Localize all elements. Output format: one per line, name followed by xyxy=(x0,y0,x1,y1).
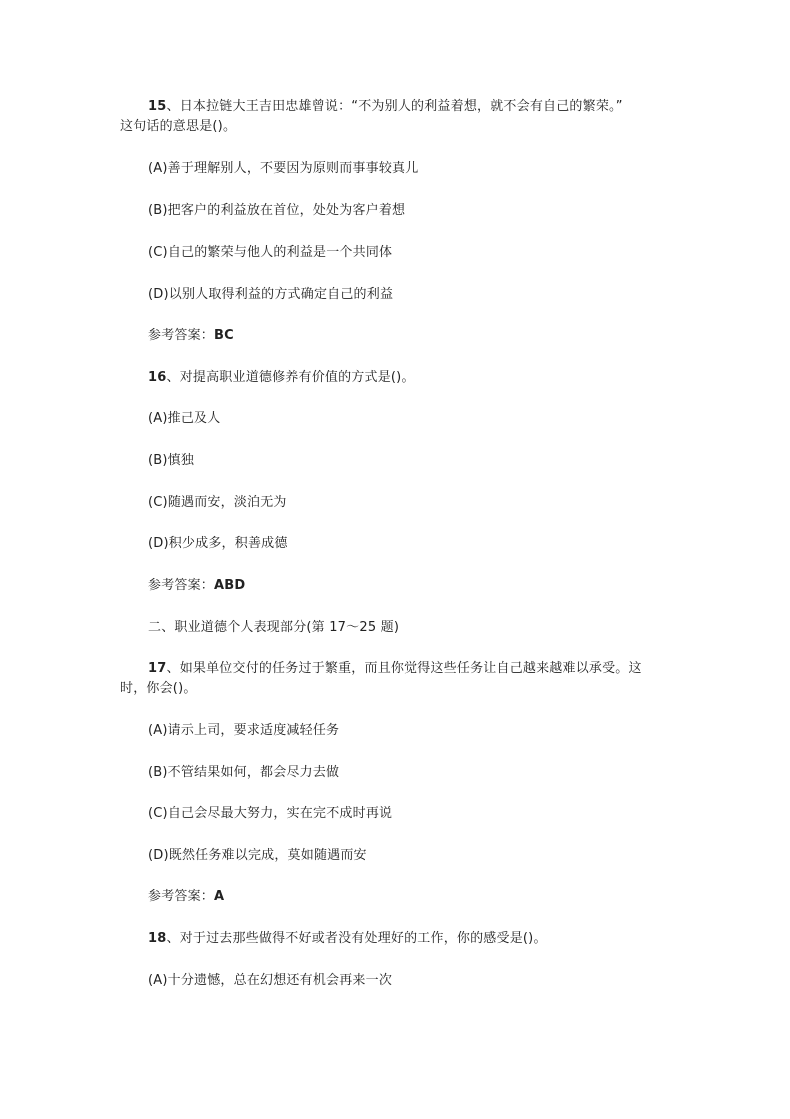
q15-option-a: (A)善于理解别人，不要因为原则而事事较真儿 xyxy=(148,161,419,176)
q15-answer xyxy=(148,327,234,345)
q16-option-a: (A)推己及人 xyxy=(148,411,221,426)
answer-value: BC xyxy=(214,328,234,343)
q17-option-b: (B)不管结果如何，都会尽力去做 xyxy=(148,765,340,780)
q16-number: 16 xyxy=(148,370,167,385)
q16-answer xyxy=(148,577,245,595)
q17-number: 17 xyxy=(148,661,167,676)
q16-option-d: (D)积少成多，积善成德 xyxy=(148,536,288,551)
q15-number: 15 xyxy=(148,99,167,114)
q15-option-c: (C)自己的繁荣与他人的利益是一个共同体 xyxy=(148,245,393,260)
answer-label: 参考答案： xyxy=(148,578,215,593)
q17-stem-line1 xyxy=(148,660,642,678)
q15-text: 、日本拉链大王吉田忠雄曾说：“不为别人的利益着想，就不会有自己的繁荣。” xyxy=(166,99,623,114)
section-heading: 二、职业道德个人表现部分(第 17～25 题) xyxy=(148,620,400,635)
q16-option-b: (B)慎独 xyxy=(148,453,195,468)
answer-label: 参考答案： xyxy=(148,328,215,343)
answer-value: ABD xyxy=(214,578,246,593)
q18-number: 18 xyxy=(148,931,167,946)
q17-option-d: (D)既然任务难以完成，莫如随遇而安 xyxy=(148,848,367,863)
q15-stem-line1 xyxy=(148,98,623,116)
q17-option-a: (A)请示上司，要求适度减轻任务 xyxy=(148,723,340,738)
q15-stem-line2: 这句话的意思是()。 xyxy=(120,119,237,134)
q18-text: 、对于过去那些做得不好或者没有处理好的工作，你的感受是()。 xyxy=(166,931,547,946)
q15-option-b: (B)把客户的利益放在首位，处处为客户着想 xyxy=(148,203,406,218)
q16-text: 、对提高职业道德修养有价值的方式是()。 xyxy=(166,370,415,385)
q15-option-d: (D)以别人取得利益的方式确定自己的利益 xyxy=(148,287,394,302)
q17-stem-line2: 时，你会()。 xyxy=(120,681,197,696)
q18-stem-line1 xyxy=(148,930,547,948)
q18-option-a: (A)十分遗憾，总在幻想还有机会再来一次 xyxy=(148,973,393,988)
q17-answer xyxy=(148,888,224,906)
q17-option-c: (C)自己会尽最大努力，实在完不成时再说 xyxy=(148,806,393,821)
q17-text: 、如果单位交付的任务过于繁重，而且你觉得这些任务让自己越来越难以承受。这 xyxy=(166,661,642,676)
answer-label: 参考答案： xyxy=(148,889,215,904)
q16-option-c: (C)随遇而安，淡泊无为 xyxy=(148,495,287,510)
answer-value: A xyxy=(214,889,225,904)
q16-stem-line1 xyxy=(148,369,415,387)
